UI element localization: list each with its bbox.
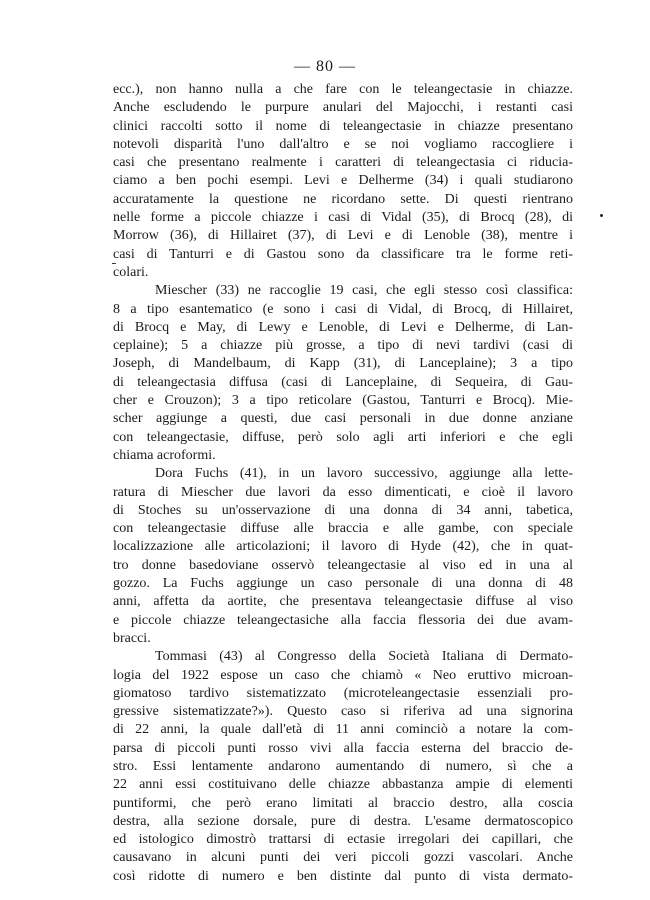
text-line: causavano in alcuni punti dei veri piccoli gozzi vascolari. Anche	[113, 850, 573, 866]
margin-dot-mark	[600, 214, 603, 217]
text-line: ed istologico dimostrò trattarsi di ectasie irregolari dei capillari, che	[113, 832, 573, 848]
text-line: colari.	[113, 264, 149, 280]
paragraph-first-line: Miescher (33) ne raccoglie 19 casi, che egli stesso così classifica:	[155, 283, 573, 299]
body-text	[113, 81, 573, 886]
text-line: casi che presentano realmente i caratteri di teleangectasia ci riducia-	[113, 155, 573, 171]
text-line: logia del 1922 espose un caso che chiamò « Neo eruttivo microan-	[113, 667, 573, 683]
text-line: scher aggiunge a questi, due casi personali in due donne anziane	[113, 411, 573, 427]
text-line: così ridotte di numero e ben distinte dal punto di vista dermato-	[113, 868, 573, 884]
text-line: anni, affetta da aortite, che presentava teleangectasie diffuse al viso	[113, 594, 573, 610]
text-line: giomatoso tardivo sistematizzato (microteleangectasie essenziali pro-	[113, 685, 573, 701]
text-line: Joseph, di Mandelbaum, di Kapp (31), di Lanceplaine); 3 a tipo	[113, 356, 573, 372]
text-line: destra, alla sezione dorsale, pure di destra. L'esame dermatoscopico	[113, 813, 573, 829]
paragraph-first-line: Dora Fuchs (41), in un lavoro successivo, aggiunge alla lette-	[155, 466, 573, 482]
text-line: parsa di piccoli punti rosso vivi alla faccia esterna del braccio de-	[113, 740, 573, 756]
text-line: ciamo a ben pochi esempi. Levi e Delherme (34) i quali studiarono	[113, 173, 573, 189]
text-line: con teleangectasie, diffuse, però solo agli arti inferiori e che egli	[113, 429, 573, 445]
text-line: gozzo. La Fuchs aggiunge un caso personale di una donna di 48	[113, 576, 573, 592]
text-line: di 22 anni, la quale dall'età di 11 anni cominciò a notare la com-	[113, 722, 573, 738]
text-line: con teleangectasie diffuse alle braccia e alle gambe, con speciale	[113, 521, 573, 537]
text-line: ratura di Miescher due lavori da esso dimenticati, e cioè il lavoro	[113, 484, 573, 500]
paragraph-first-line: Tommasi (43) al Congresso della Società Italiana di Dermato-	[155, 649, 573, 665]
text-line: gressive sistematizzate?»). Questo caso si riferiva ad una signorina	[113, 704, 573, 720]
text-line: bracci.	[113, 630, 151, 646]
text-line: cher e Crouzon); 3 a tipo reticolare (Gastou, Tanturri e Brocq). Mie-	[113, 393, 573, 409]
text-line: Anche escludendo le purpure anulari del Majocchi, i restanti casi	[113, 100, 573, 116]
text-line: 22 anni essi costituivano delle chiazze abbastanza ampie di elementi	[113, 777, 573, 793]
text-line: ceplaine); 5 a chiazze più grosse, a tipo di nevi tardivi (casi di	[113, 338, 573, 354]
text-line: ecc.), non hanno nulla a che fare con le teleangectasie in chiazze.	[113, 82, 573, 97]
text-line: Morrow (36), di Hillairet (37), di Levi e di Lenoble (38), mentre i	[113, 228, 573, 244]
text-line: chiama acroformi.	[113, 447, 216, 463]
text-line: casi di Tanturri e di Gastou sono da classificare tra le forme reti-	[113, 246, 573, 262]
text-line: accuratamente la questione ne ricordano sette. Di questi rientrano	[113, 191, 573, 207]
text-line: stro. Essi lentamente andarono aumentando di numero, sì che a	[113, 758, 573, 774]
text-line: notevoli disparità l'uno dall'altro e se noi vogliamo raccogliere i	[113, 136, 573, 152]
page-number: — 80 —	[294, 58, 356, 75]
text-line: di teleangectasia diffusa (casi di Lanceplaine, di Sequeira, di Gau-	[113, 374, 573, 390]
text-line: di Brocq e May, di Lewy e Lenoble, di Levi e Delherme, di Lan-	[113, 319, 573, 335]
text-line: nelle forme a piccole chiazze i casi di Vidal (35), di Brocq (28), di	[113, 210, 573, 226]
text-line: puntiformi, che però erano limitati al braccio destro, alla coscia	[113, 795, 573, 811]
text-line: e piccole chiazze teleangectasiche alla faccia flessoria dei due avam-	[113, 612, 573, 628]
text-line: di Stoches su un'osservazione di una donna di 34 anni, tabetica,	[113, 502, 573, 518]
text-line: 8 a tipo esantematico (e sono i casi di Vidal, di Brocq, di Hillairet,	[113, 301, 573, 317]
text-line: localizzazione alle articolazioni; il lavoro di Hyde (42), che in quat-	[113, 539, 573, 555]
text-line: tro donne basedoviane osservò teleangectasie al viso ed in una al	[113, 557, 573, 573]
text-line: clinici raccolti sotto il nome di teleangectasie in chiazze presentano	[113, 118, 573, 134]
